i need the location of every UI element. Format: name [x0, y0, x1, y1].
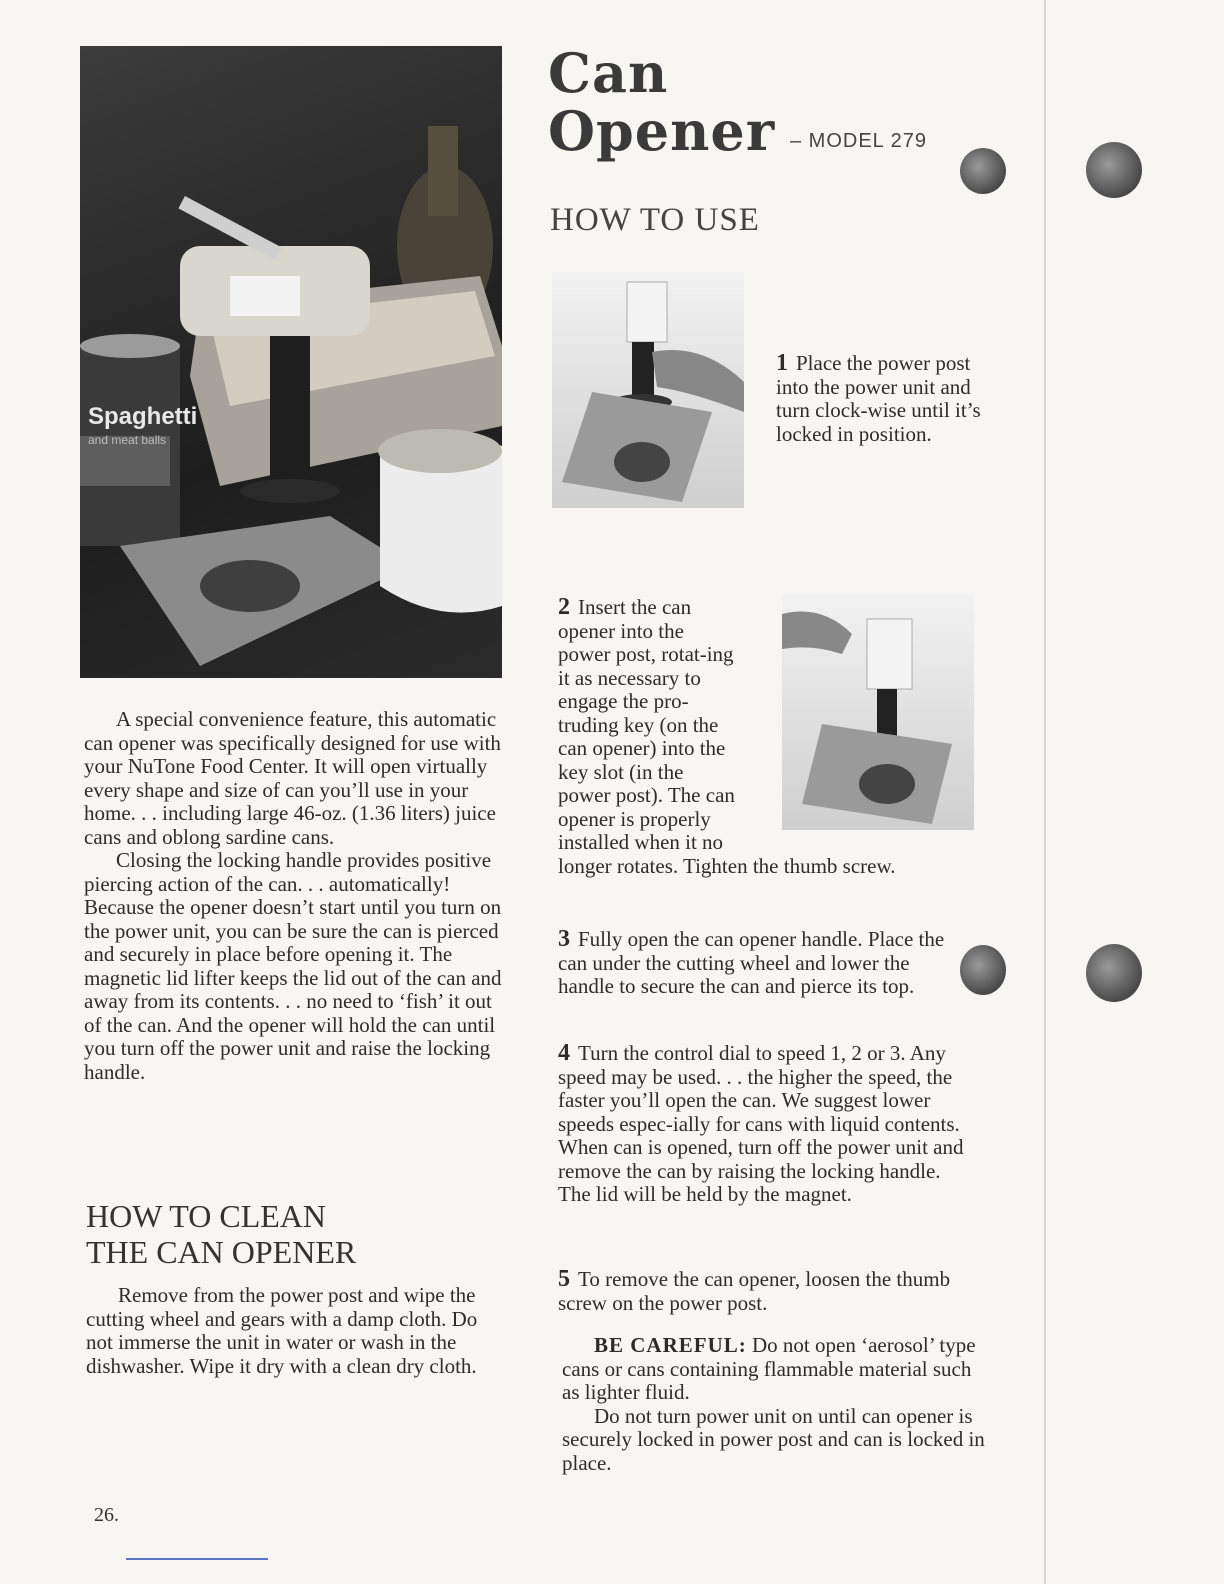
page-title — [548, 41, 776, 163]
step-3 — [558, 928, 958, 999]
step-text: Place the power post into the power unit and turn clock-wise until it’s locked in position. — [776, 351, 981, 446]
title-line-2: Opener — [548, 99, 776, 163]
step-text: Turn the control dial to speed 1, 2 or 3. Any speed may be used. . . the higher the speed, the faster you’ll open the can. We suggest lower speeds espec-ially for cans with liquid contents. When can is opened, turn off the power unit and remove the can by raising the locking handle. The lid will be held by the magnet. — [558, 1041, 964, 1206]
model-label: – MODEL 279 — [790, 130, 927, 152]
step-number: 5 — [558, 1266, 570, 1292]
clean-text — [86, 1284, 506, 1378]
step1-photo — [552, 272, 744, 508]
step-number: 2 — [558, 594, 570, 620]
intro-text — [84, 708, 504, 1084]
step-5 — [558, 1268, 958, 1315]
step-number: 1 — [776, 350, 788, 376]
product-photo — [80, 46, 502, 678]
how-to-use-heading: HOW TO USE — [550, 202, 760, 238]
binder-hole — [960, 148, 1006, 194]
step-number: 3 — [558, 926, 570, 952]
footer-rule — [126, 1558, 268, 1560]
product-photo-art — [80, 46, 502, 678]
clean-paragraph: Remove from the power post and wipe the cutting wheel and gears with a damp cloth. Do not immerse the unit in water or wash in the dishwasher. Wipe it dry with a clean dry cloth. — [86, 1283, 478, 1378]
binder-hole — [960, 945, 1006, 995]
caution-block — [562, 1334, 987, 1475]
step-text: Insert the can opener into the power post, rotat-ing it as necessary to engage the pro-truding key (on the can opener) into the key slot (in the power post). The can opener is properly installed when it no longer rotates. Tighten the thumb screw. — [558, 595, 896, 878]
clean-heading-line-2: THE CAN OPENER — [86, 1234, 357, 1270]
step-4 — [558, 1042, 978, 1207]
step1-photo-art — [552, 272, 744, 508]
caution-label: BE CAREFUL: — [594, 1333, 747, 1357]
caution-text-2: Do not turn power unit on until can opener is securely locked in power post and can is locked in place. — [562, 1403, 985, 1475]
title-line-1: Can — [548, 41, 669, 105]
clean-heading-line-1: HOW TO CLEAN — [86, 1198, 326, 1234]
step-1 — [776, 352, 991, 446]
page-edge-line — [1044, 0, 1046, 1584]
intro-paragraph-2: Closing the locking handle provides positive piercing action of the can. . . automatically! Because the opener doesn’t start until you turn on the power unit, you can be sure the can is pierced and securely in place before opening it. The magnetic lid lifter keeps the lid out of the can and away from its contents. . . no need to ‘fish’ it out of the can. And the opener will hold the can until you turn off the power unit and raise the locking handle. — [84, 848, 502, 1084]
intro-paragraph-1: A special convenience feature, this automatic can opener was specifically designed for use with your NuTone Food Center. It will open virtually every shape and size of can you’ll use in your home. . . including large 46-oz. (1.36 liters) juice cans and oblong sardine cans. — [84, 707, 501, 849]
step-text: To remove the can opener, loosen the thumb screw on the power post. — [558, 1267, 951, 1315]
binder-hole — [1086, 944, 1142, 1002]
caution-text: Do not open ‘aerosol’ type cans or cans containing flammable material such as lighter fluid. — [562, 1333, 976, 1404]
step-2 — [558, 596, 958, 878]
can-sublabel: and meat balls — [88, 433, 167, 447]
can-label: Spaghetti — [88, 403, 198, 430]
step-number: 4 — [558, 1040, 570, 1066]
caution-paragraph — [562, 1334, 987, 1405]
how-to-clean-heading — [86, 1198, 356, 1270]
page-number: 26. — [94, 1504, 119, 1526]
step2-photo-spacer — [738, 596, 958, 834]
binder-hole — [1086, 142, 1142, 198]
step-text: Fully open the can opener handle. Place the can under the cutting wheel and lower the handle to secure the can and pierce its top. — [558, 927, 945, 998]
